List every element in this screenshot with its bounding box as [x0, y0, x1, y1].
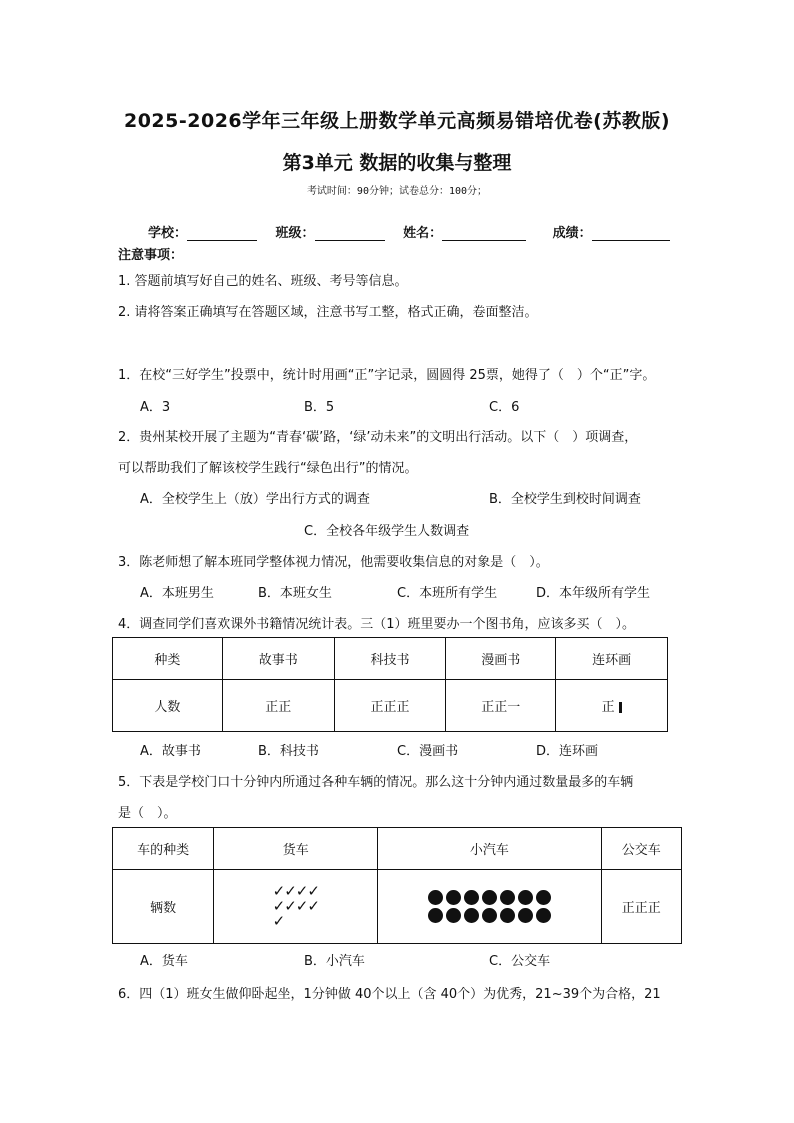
table-cell-tally: [556, 680, 668, 732]
table-header-cell: 故事书: [222, 638, 334, 680]
car-dot-icon: [536, 908, 551, 923]
q3-option-d[interactable]: D．本年级所有学生: [536, 586, 651, 601]
q5-option-c[interactable]: C．公交车: [489, 954, 551, 969]
car-dot-icon: [536, 890, 551, 905]
car-dot-icon: [482, 908, 497, 923]
car-dot-icon: [482, 890, 497, 905]
table-cell: 人数: [113, 680, 223, 732]
vehicle-table: [112, 827, 682, 944]
question-1-text: 1．在校“三好学生”投票中，统计时用画“正”字记录，圆圆得 25票，她得了（ ）个“正”字。: [118, 368, 656, 383]
q2-option-a[interactable]: A．全校学生上（放）学出行方式的调查: [140, 492, 370, 507]
tally-stroke-icon: [619, 702, 622, 713]
table-header-cell: 种类: [113, 638, 223, 680]
table-header-cell: 公交车: [601, 828, 681, 870]
q4-option-d[interactable]: D．连环画: [536, 744, 599, 759]
q3-option-c[interactable]: C．本班所有学生: [397, 586, 498, 601]
table-row: [113, 680, 668, 732]
student-info-row: [148, 222, 670, 241]
checkmark-row: ✓✓✓✓: [272, 881, 319, 900]
table-header-cell: 科技书: [334, 638, 446, 680]
car-dot-icon: [500, 890, 515, 905]
score-field[interactable]: [592, 226, 670, 241]
class-label: 班级：: [275, 226, 315, 241]
q3-option-a[interactable]: A．本班男生: [140, 586, 214, 601]
truck-checkmarks-cell: [214, 870, 378, 944]
car-dot-icon: [500, 908, 515, 923]
car-dots-cell: [378, 870, 601, 944]
car-dot-icon: [464, 908, 479, 923]
table-cell: 正正一: [446, 680, 556, 732]
tally-text: 正: [601, 700, 615, 715]
school-label: 学校：: [148, 226, 188, 241]
q5-option-a[interactable]: A．货车: [140, 954, 188, 969]
q3-option-b[interactable]: B．本班女生: [258, 586, 332, 601]
car-dot-icon: [446, 908, 461, 923]
name-field[interactable]: [442, 226, 526, 241]
car-dot-icon: [428, 890, 443, 905]
class-field[interactable]: [315, 226, 385, 241]
car-dot-icon: [518, 908, 533, 923]
q4-option-c[interactable]: C．漫画书: [397, 744, 459, 759]
car-dot-icon: [428, 908, 443, 923]
q2-option-c[interactable]: C．全校各年级学生人数调查: [304, 524, 470, 539]
car-dots: [378, 890, 600, 923]
exam-title: 2025-2026学年三年级上册数学单元高频易错培优卷(苏教版): [123, 110, 671, 132]
question-5-text: 5．下表是学校门口十分钟内所通过各种车辆的情况。那么这十分钟内通过数量最多的车辆: [118, 775, 634, 790]
book-survey-table: [112, 637, 668, 732]
name-label: 姓名：: [403, 226, 443, 241]
table-header-cell: 连环画: [556, 638, 668, 680]
table-header-cell: 车的种类: [113, 828, 214, 870]
q4-option-b[interactable]: B．科技书: [258, 744, 319, 759]
notes-heading: 注意事项：: [118, 248, 184, 263]
car-dot-icon: [446, 890, 461, 905]
note-item: 1. 答题前填写好自己的姓名、班级、考号等信息。: [118, 274, 408, 289]
car-dot-icon: [464, 890, 479, 905]
score-label: 成绩：: [552, 226, 592, 241]
question-6-text: 6．四（1）班女生做仰卧起坐，1分钟做 40个以上（含 40个）为优秀，21~39个为合格，21: [118, 987, 661, 1002]
table-header-cell: 小汽车: [378, 828, 601, 870]
question-4-text: 4．调查同学们喜欢课外书籍情况统计表。三（1）班里要办一个图书角，应该多买（ ）。: [118, 617, 636, 632]
q1-option-a[interactable]: A．3: [140, 400, 171, 415]
note-item: 2. 请将答案正确填写在答题区域，注意书写工整，格式正确，卷面整洁。: [118, 305, 538, 320]
unit-title: 第3单元 数据的收集与整理: [282, 152, 512, 174]
q2-option-b[interactable]: B．全校学生到校时间调查: [489, 492, 641, 507]
question-2-text: 2．贵州某校开展了主题为“青春‘碳’路，‘绿’动未来”的文明出行活动。以下（ ）项调查，: [118, 430, 638, 445]
question-2-text-cont: 可以帮助我们了解该校学生践行“绿色出行”的情况。: [118, 461, 418, 476]
table-header-cell: 漫画书: [446, 638, 556, 680]
table-cell: 辆数: [113, 870, 214, 944]
exam-meta: 考试时间：90分钟；试卷总分：100分；: [306, 186, 488, 197]
table-row: [113, 870, 682, 944]
table-header-cell: 货车: [214, 828, 378, 870]
table-header-row: [113, 638, 668, 680]
q4-option-a[interactable]: A．故事书: [140, 744, 201, 759]
q1-option-c[interactable]: C．6: [489, 400, 520, 415]
q1-option-b[interactable]: B．5: [304, 400, 335, 415]
table-cell: 正正正: [601, 870, 681, 944]
q5-option-b[interactable]: B．小汽车: [304, 954, 365, 969]
table-cell: 正正: [222, 680, 334, 732]
school-field[interactable]: [187, 226, 257, 241]
question-5-text-cont: 是（ ）。: [118, 806, 177, 821]
checkmark-row: ✓: [272, 911, 285, 930]
checkmark-row: ✓✓✓✓: [272, 896, 319, 915]
table-cell: 正正正: [334, 680, 446, 732]
question-3-text: 3．陈老师想了解本班同学整体视力情况，他需要收集信息的对象是（ ）。: [118, 555, 549, 570]
car-dot-icon: [518, 890, 533, 905]
table-header-row: [113, 828, 682, 870]
